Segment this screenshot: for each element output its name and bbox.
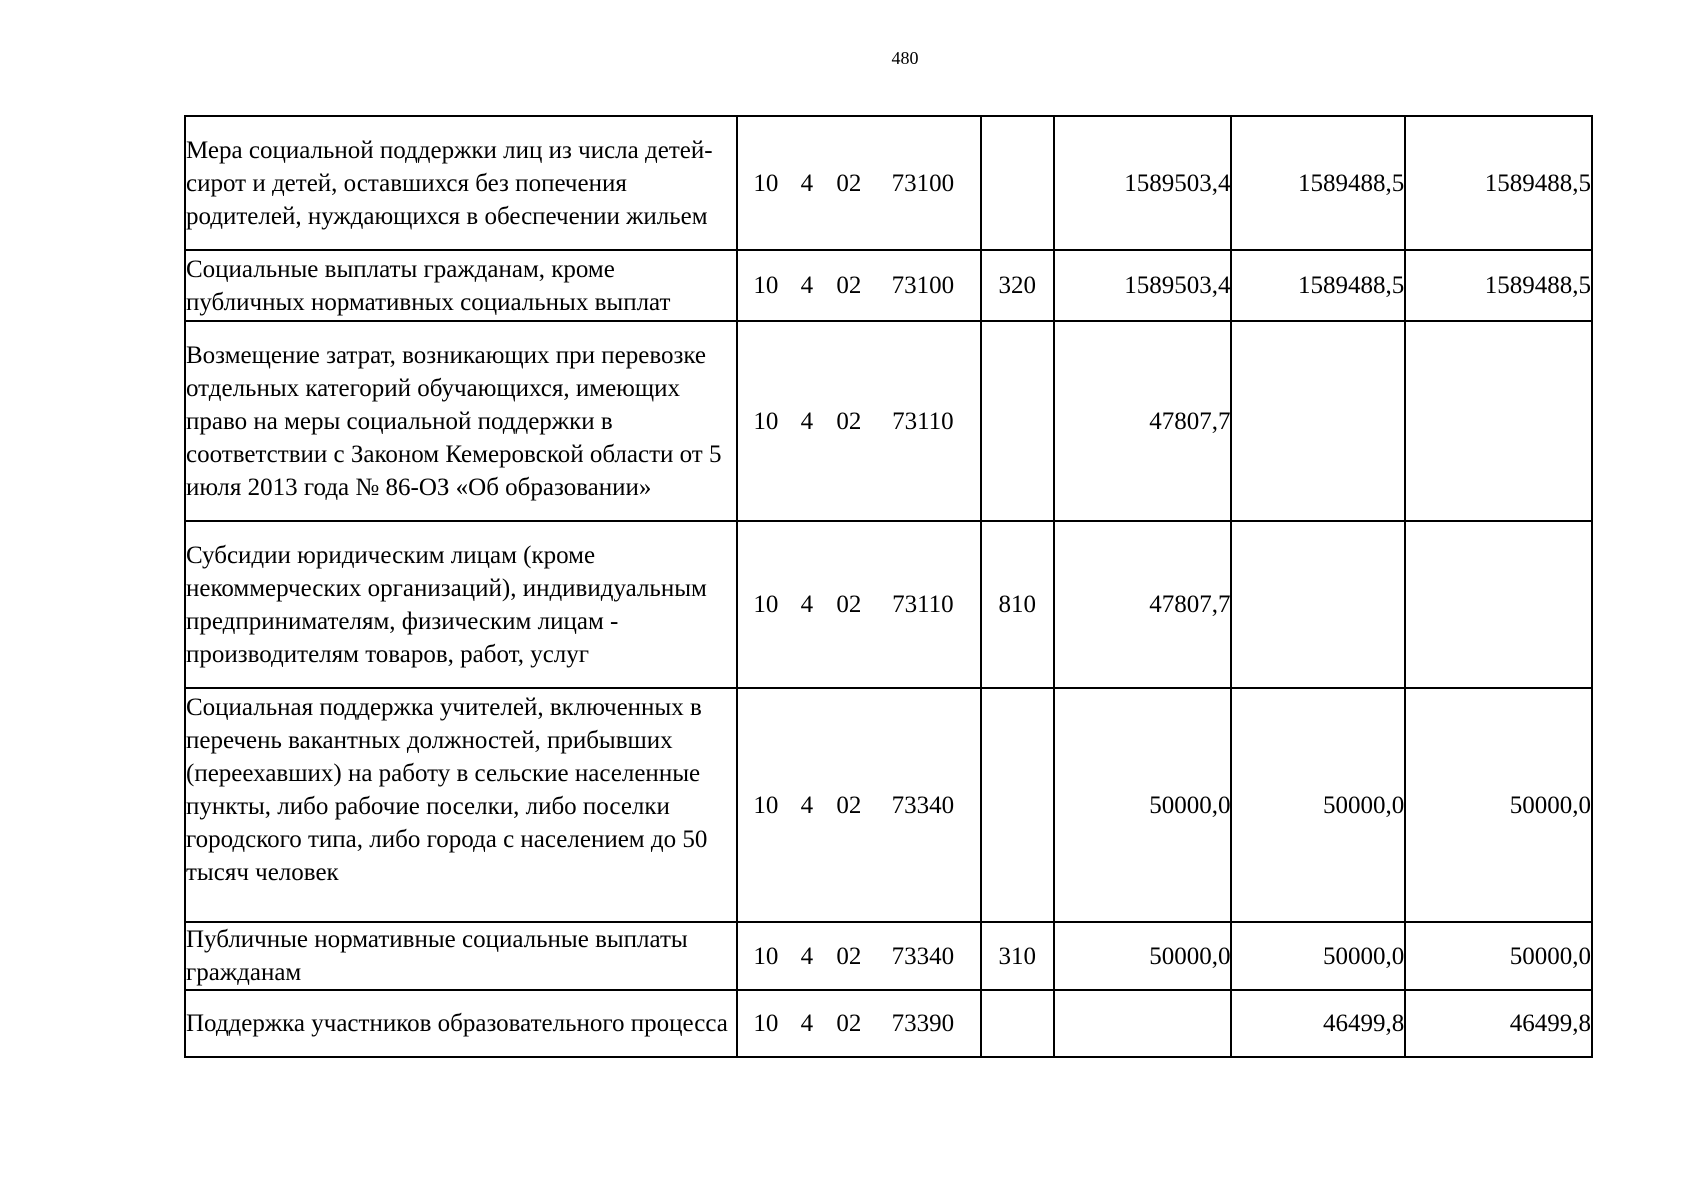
amount-year-2: 1589488,5	[1231, 116, 1405, 250]
direction-code: 73340	[891, 791, 955, 819]
direction-code: 73340	[891, 942, 955, 970]
amount-year-3: 50000,0	[1405, 922, 1592, 990]
subprogram-code: 4	[800, 407, 814, 435]
direction-code: 73100	[891, 169, 955, 197]
amount-year-3: 46499,8	[1405, 990, 1592, 1057]
row-name: Субсидии юридическим лицам (кроме некоммерческих организаций), индивидуальным предпринимателям, физическим лицам - производителям товаров, работ, услуг	[185, 521, 737, 688]
classification-code	[737, 321, 981, 521]
classification-code	[737, 250, 981, 321]
expense-type-cell	[981, 116, 1054, 250]
table-row	[185, 521, 1592, 688]
budget-table	[184, 115, 1593, 1058]
amount-year-3: 1589488,5	[1405, 250, 1592, 321]
classification-code	[737, 990, 981, 1057]
amount-year-2: 46499,8	[1231, 990, 1405, 1057]
expense-type-cell: 320	[981, 250, 1054, 321]
program-code: 10	[753, 169, 779, 197]
event-code: 02	[836, 791, 862, 819]
program-code: 10	[753, 272, 779, 299]
amount-year-2	[1231, 521, 1405, 688]
table-row	[185, 116, 1592, 250]
classification-code	[737, 688, 981, 922]
event-code: 02	[836, 942, 862, 970]
event-code: 02	[836, 407, 862, 435]
page-number: 480	[891, 48, 919, 68]
amount-year-1: 1589503,4	[1054, 116, 1232, 250]
amount-year-1: 50000,0	[1054, 922, 1232, 990]
row-name: Публичные нормативные социальные выплаты гражданам	[185, 922, 737, 990]
event-code: 02	[836, 272, 862, 299]
table-row	[185, 250, 1592, 321]
program-code: 10	[753, 591, 779, 618]
subprogram-code: 4	[800, 272, 814, 299]
event-code: 02	[836, 591, 862, 618]
row-name: Возмещение затрат, возникающих при перевозке отдельных категорий обучающихся, имеющих право на меры социальной поддержки в соответствии с Законом Кемеровской области от 5 июля 2013 года № 86-ОЗ «Об образовании»	[185, 321, 737, 521]
subprogram-code: 4	[800, 942, 814, 970]
row-name: Мера социальной поддержки лиц из числа детей-сирот и детей, оставшихся без попечения родителей, нуждающихся в обеспечении жильем	[185, 116, 737, 250]
direction-code: 73110	[892, 591, 954, 618]
direction-code: 73390	[891, 1010, 955, 1037]
expense-type-cell	[981, 990, 1054, 1057]
program-code: 10	[753, 407, 779, 435]
amount-year-1: 50000,0	[1054, 688, 1232, 922]
direction-code: 73100	[891, 272, 955, 299]
amount-year-3: 1589488,5	[1405, 116, 1592, 250]
table-row	[185, 922, 1592, 990]
table-row	[185, 688, 1592, 922]
amount-year-3	[1405, 321, 1592, 521]
event-code: 02	[836, 1010, 862, 1037]
expense-type-cell	[981, 321, 1054, 521]
table-row	[185, 321, 1592, 521]
expense-type-cell: 810	[981, 521, 1054, 688]
amount-year-1	[1054, 990, 1232, 1057]
direction-code: 73110	[892, 407, 954, 435]
program-code: 10	[753, 1010, 779, 1037]
table-row	[185, 990, 1592, 1057]
expense-type-cell: 310	[981, 922, 1054, 990]
amount-year-1: 47807,7	[1054, 521, 1232, 688]
program-code: 10	[753, 791, 779, 819]
amount-year-2: 50000,0	[1231, 688, 1405, 922]
row-name: Социальная поддержка учителей, включенных в перечень вакантных должностей, прибывших (переехавших) на работу в сельские населенные пункты, либо рабочие поселки, либо поселки городского типа, либо города с населением до 50 тысяч человек	[185, 688, 737, 922]
amount-year-2: 50000,0	[1231, 922, 1405, 990]
row-name: Поддержка участников образовательного процесса	[185, 990, 737, 1057]
amount-year-2: 1589488,5	[1231, 250, 1405, 321]
amount-year-2	[1231, 321, 1405, 521]
subprogram-code: 4	[800, 591, 814, 618]
subprogram-code: 4	[800, 791, 814, 819]
subprogram-code: 4	[800, 1010, 814, 1037]
amount-year-3: 50000,0	[1405, 688, 1592, 922]
row-name: Социальные выплаты гражданам, кроме публичных нормативных социальных выплат	[185, 250, 737, 321]
classification-code	[737, 521, 981, 688]
event-code: 02	[836, 169, 862, 197]
subprogram-code: 4	[800, 169, 814, 197]
amount-year-3	[1405, 521, 1592, 688]
amount-year-1: 47807,7	[1054, 321, 1232, 521]
classification-code	[737, 922, 981, 990]
program-code: 10	[753, 942, 779, 970]
expense-type-cell	[981, 688, 1054, 922]
classification-code	[737, 116, 981, 250]
amount-year-1: 1589503,4	[1054, 250, 1232, 321]
